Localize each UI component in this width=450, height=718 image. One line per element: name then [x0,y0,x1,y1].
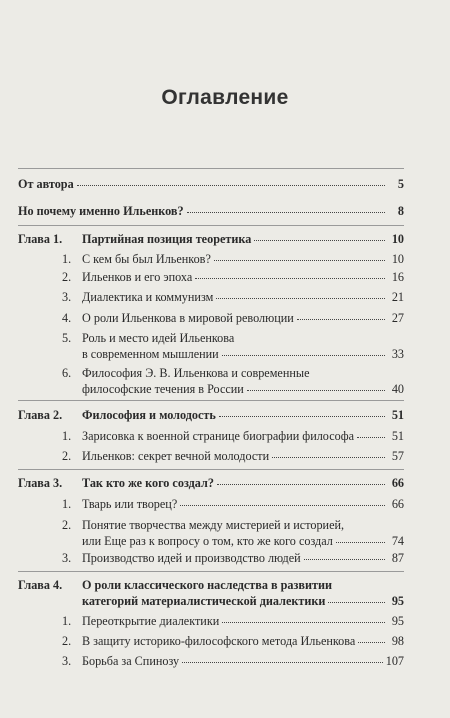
section-number: 3. [62,654,72,668]
dot-leader [187,212,385,213]
section-title: Производство идей и производство людей [82,551,301,565]
dot-leader [180,505,385,506]
section-title: или Еще раз к вопросу о том, кто же кого создал [82,533,333,548]
entry-page: 8 [397,204,404,218]
chapter-title: Философия и молодость [82,408,216,422]
chapter-label: Глава 2. [18,408,63,422]
toc-section[interactable] [62,429,404,445]
dot-leader [216,298,385,299]
section-title: Зарисовка к военной странице биографии философа [82,429,355,443]
section-number: 2. [62,634,72,648]
section-title: Ильенков: секрет вечной молодости [82,449,270,463]
section-title: Ильенков и его эпоха [82,270,193,284]
chapter-title: категорий материалистической диалектики [82,593,326,608]
chapter-page: 51 [391,408,404,422]
divider [18,225,404,226]
chapter-2-heading[interactable] [18,408,404,424]
entry-page: 5 [397,177,404,191]
chapter-title: Партийная позиция теоретика [82,232,252,246]
divider [18,469,404,470]
chapter-label: Глава 1. [18,232,63,246]
dot-leader [77,185,385,186]
section-page: 40 [391,381,404,396]
entry-title: От автора [18,177,74,191]
section-number: 1. [62,429,72,443]
section-page: 74 [391,533,404,548]
toc-section[interactable] [62,270,404,286]
dot-leader [214,260,385,261]
dot-leader [336,542,385,543]
section-page: 27 [391,311,404,325]
section-page: 51 [391,429,404,443]
toc-section[interactable] [62,252,404,268]
dot-leader [217,484,385,485]
toc-section[interactable] [62,614,404,630]
divider [18,400,404,401]
toc-section[interactable] [62,331,404,362]
section-page: 98 [391,634,404,648]
section-page: 21 [391,290,404,304]
chapter-title: О роли классического наследства в развитии [82,578,333,592]
chapter-page: 10 [391,232,404,246]
section-title: в современном мышлении [82,346,219,361]
toc-section[interactable] [62,449,404,465]
page-title: Оглавление [161,86,289,109]
section-title: Философия Э. В. Ильенкова и современные [82,366,310,380]
chapter-4-heading[interactable] [18,578,404,609]
toc-section[interactable] [62,290,404,306]
section-number: 1. [62,252,72,266]
section-page: 66 [391,497,404,511]
entry-title: Но почему именно Ильенков? [18,204,184,218]
section-title: философские течения в России [82,381,244,396]
section-page: 16 [391,270,404,284]
toc-section[interactable] [62,366,404,397]
toc-entry-why-ilyenkov[interactable] [18,204,404,220]
toc-section[interactable] [62,518,404,549]
chapter-label: Глава 3. [18,476,63,490]
section-title: С кем бы был Ильенков? [82,252,211,266]
section-page: 95 [391,614,404,628]
dot-leader [358,642,385,643]
dot-leader [247,390,385,391]
dot-leader [272,457,385,458]
dot-leader [182,662,383,663]
toc-section[interactable] [62,311,404,327]
toc-section[interactable] [62,634,404,650]
section-title: Диалектика и коммунизм [82,290,214,304]
section-number: 3. [62,290,72,304]
section-page: 87 [391,551,404,565]
dot-leader [328,602,385,603]
chapter-3-heading[interactable] [18,476,404,492]
section-number: 6. [62,366,72,380]
section-number: 4. [62,311,72,325]
dot-leader [222,622,385,623]
section-page: 33 [391,346,404,361]
section-number: 1. [62,614,72,628]
section-title: В защиту историко-философского метода Ильенкова [82,634,356,648]
section-page: 107 [385,654,404,668]
dot-leader [357,437,385,438]
dot-leader [304,559,385,560]
dot-leader [297,319,385,320]
section-title: Переоткрытие диалектики [82,614,220,628]
section-page: 10 [391,252,404,266]
section-number: 2. [62,449,72,463]
toc-section[interactable] [62,654,404,670]
section-number: 5. [62,331,72,345]
section-number: 2. [62,518,72,532]
chapter-label: Глава 4. [18,578,63,592]
section-page: 57 [391,449,404,463]
divider [18,571,404,572]
toc-section[interactable] [62,497,404,513]
section-title: Борьба за Спинозу [82,654,180,668]
section-number: 1. [62,497,72,511]
dot-leader [219,416,385,417]
section-title: Тварь или творец? [82,497,178,511]
toc-entry-author[interactable] [18,177,404,193]
divider [18,168,404,169]
toc-section[interactable] [62,551,404,567]
section-title: О роли Ильенкова в мировой революции [82,311,294,325]
chapter-1-heading[interactable] [18,232,404,248]
chapter-title: Так кто же кого создал? [82,476,214,490]
section-title: Понятие творчества между мистерией и историей, [82,518,345,532]
section-title: Роль и место идей Ильенкова [82,331,235,345]
chapter-page: 66 [391,476,404,490]
dot-leader [254,240,385,241]
chapter-page: 95 [391,593,404,608]
dot-leader [195,278,385,279]
section-number: 3. [62,551,72,565]
section-number: 2. [62,270,72,284]
dot-leader [222,355,385,356]
